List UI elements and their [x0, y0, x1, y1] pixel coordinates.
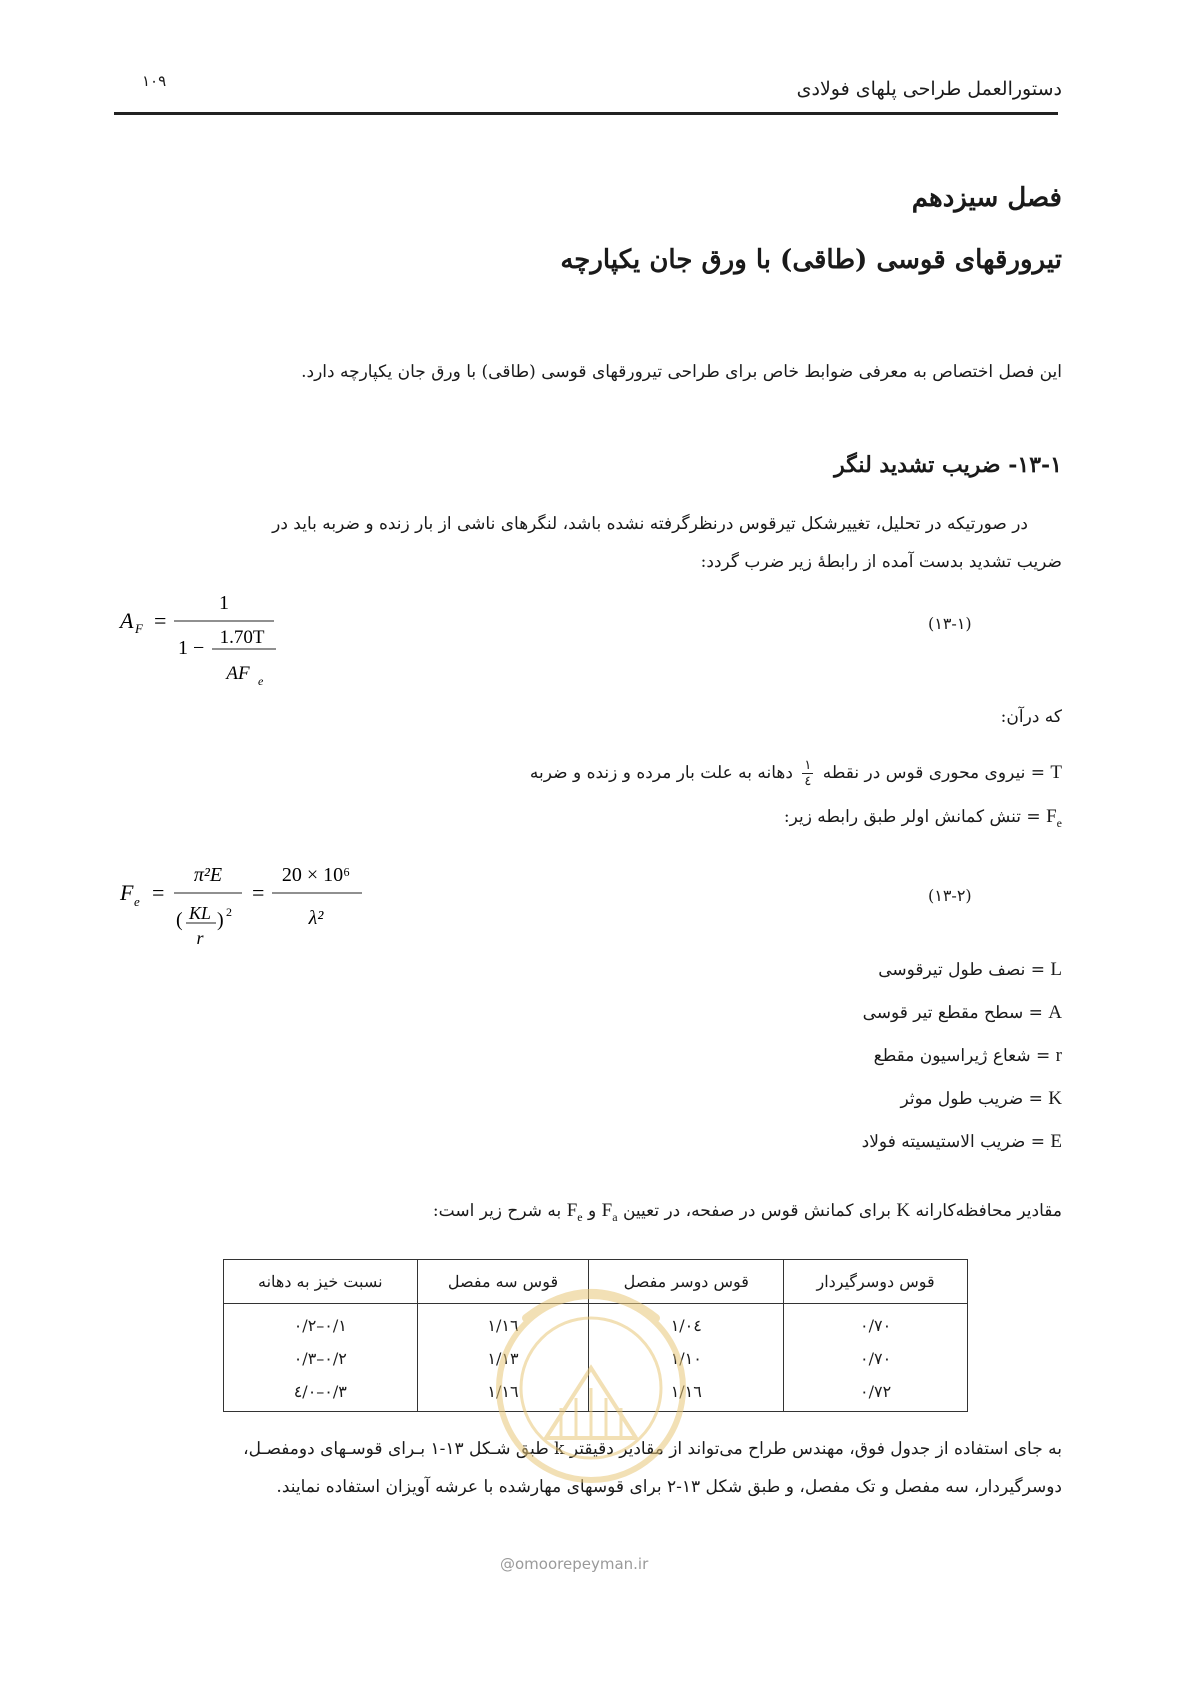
chapter-label: فصل سیزدهم	[911, 183, 1062, 213]
eq1-inner-denominator: AF	[226, 663, 250, 684]
definition-T: T = نیروی محوری قوس در نقطه ۱ ٤ دهانه به علت بار مرده و زنده و ضربه	[529, 758, 1062, 789]
quarter-fraction-den: ٤	[804, 774, 812, 789]
table-cell: ۰/۳–۰/٤	[224, 1375, 418, 1412]
definition-K: K = ضریب طول موثر	[900, 1088, 1062, 1109]
section-heading: ۱۳-۱- ضریب تشدید لنگر	[834, 452, 1062, 478]
eq2-equals-2: =	[252, 880, 265, 905]
eq2-denominator-2: λ²	[308, 907, 324, 929]
watermark-seal-logo	[486, 1258, 696, 1548]
eq2-paren-open: (	[176, 909, 183, 931]
definition-A: A = سطح مقطع تیر قوسی	[862, 1002, 1062, 1023]
paragraph-line: دوسرگیردار، سه مفصل و تک مفصل، و طبق شکل ۱۳-۲ برای قوسهای مهارشده با عرشه آویزان استفاده نمایند.	[276, 1477, 1062, 1497]
table-cell: ۱/۱۳	[417, 1342, 589, 1375]
paragraph-line: ضریب تشدید بدست آمده از رابطۀ زیر ضرب گردد:	[700, 552, 1062, 572]
eq2-square: 2	[226, 905, 232, 919]
eq1-lhs-sub: F	[135, 621, 143, 636]
eq1-equals: =	[154, 608, 167, 633]
variable-definitions	[862, 948, 1062, 1163]
table-cell: ۱/۱٦	[417, 1375, 589, 1412]
eq1-inner-den-sub: e	[258, 674, 264, 688]
table-cell: ۱/۱٦	[589, 1375, 784, 1412]
paragraph-line: در صورتیکه در تحلیل، تغییرشکل تیرقوس درنظرگرفته نشده باشد، لنگرهای ناشی از بار زنده و ضربه باید در	[272, 514, 1028, 534]
table-cell: ۰/۲–۰/۳	[224, 1342, 418, 1375]
seal-emblem-lines	[561, 1388, 621, 1438]
definition-Fe: $F_e$ = تنش کمانش اولر طبق رابطه زیر:	[783, 806, 1062, 830]
table-cell: ۱/۰٤	[589, 1304, 784, 1343]
definition-L: L = نصف طول تیرقوسی	[878, 959, 1062, 980]
header-rule	[114, 112, 1058, 115]
table-header-cell: نسبت خیز به دهانه	[224, 1260, 418, 1304]
table-header-cell: قوس سه مفصل	[417, 1260, 589, 1304]
where-label: که درآن:	[1000, 707, 1062, 727]
paragraph-line: به جای استفاده از جدول فوق، مهندس طراح می‌تواند از مقادیر دقیقتر k طبق شـکل ۱۳-۱ بـرای قوسـهای دومفصـل،	[243, 1439, 1062, 1459]
conservative-values-sentence: مقادیر محافظه‌کارانه K برای کمانش قوس در صفحه، در تعیین $F_a$ و $F_e$ به شرح زیر است:	[432, 1200, 1062, 1224]
definition-text: تنش کمانش اولر طبق رابطه زیر:	[783, 807, 1022, 827]
eq2-numerator-2: 20 × 10⁶	[281, 864, 351, 886]
eq1-lhs: A	[120, 608, 134, 633]
equation-2-number: (۱۳-۲)	[928, 886, 972, 905]
table-cell: ۰/۷۲	[784, 1375, 968, 1412]
definition-symbol: $F_e$	[1046, 806, 1062, 830]
eq2-lhs-sub: e	[134, 894, 140, 909]
section-paragraph	[118, 505, 1062, 581]
equation-2	[112, 852, 372, 954]
eq2-paren-close: )	[217, 909, 224, 931]
definition-text: نیروی محوری قوس در نقطه	[822, 763, 1026, 783]
definition-text-2: دهانه به علت بار مرده و زنده و ضربه	[529, 763, 793, 783]
watermark-url: @omoorepeyman.ir	[500, 1555, 649, 1573]
table-cell: ۰/۷۰	[784, 1342, 968, 1375]
running-header-title: دستورالعمل طراحی پلهای فولادی	[796, 78, 1062, 100]
table-header-cell: قوس دوسرگیردار	[784, 1260, 968, 1304]
eq2-equals-1: =	[152, 880, 165, 905]
page-number: ۱۰۹	[142, 72, 167, 90]
table-cell: ۰/۷۰	[784, 1304, 968, 1343]
eq2-lhs: F	[120, 880, 134, 905]
eq1-inner-numerator: 1.70T	[219, 627, 265, 648]
eq2-numerator-1: π²E	[193, 864, 223, 886]
definition-symbol: T	[1050, 762, 1062, 783]
table-cell: ۱/۱۰	[589, 1342, 784, 1375]
eq1-numerator: 1	[219, 592, 229, 614]
equation-1-number: (۱۳-۱)	[928, 614, 972, 633]
equation-1	[112, 582, 292, 694]
eq2-inner-num: KL	[188, 903, 212, 923]
table-header-cell: قوس دوسر مفصل	[589, 1260, 784, 1304]
table-cell: ۱/۱٦	[417, 1304, 589, 1343]
eq1-den-prefix: 1 −	[178, 637, 205, 659]
quarter-fraction-num: ۱	[804, 758, 812, 773]
quarter-fraction	[802, 758, 813, 789]
table-cell: ۰/۱–۰/۲	[224, 1304, 418, 1343]
definition-E: E = ضریب الاستیسیته فولاد	[861, 1131, 1062, 1152]
chapter-intro: این فصل اختصاص به معرفی ضوابط خاص برای طراحی تیرورقهای قوسی (طاقی) با ورق جان یکپارچه دارد.	[301, 362, 1062, 382]
chapter-title: تیرورقهای قوسی (طاقی) با ورق جان یکپارچه	[560, 245, 1062, 275]
seal-script-arc	[526, 1293, 656, 1318]
eq2-inner-den: r	[196, 928, 204, 948]
definition-r: r = شعاع ژیراسیون مقطع	[873, 1045, 1062, 1066]
